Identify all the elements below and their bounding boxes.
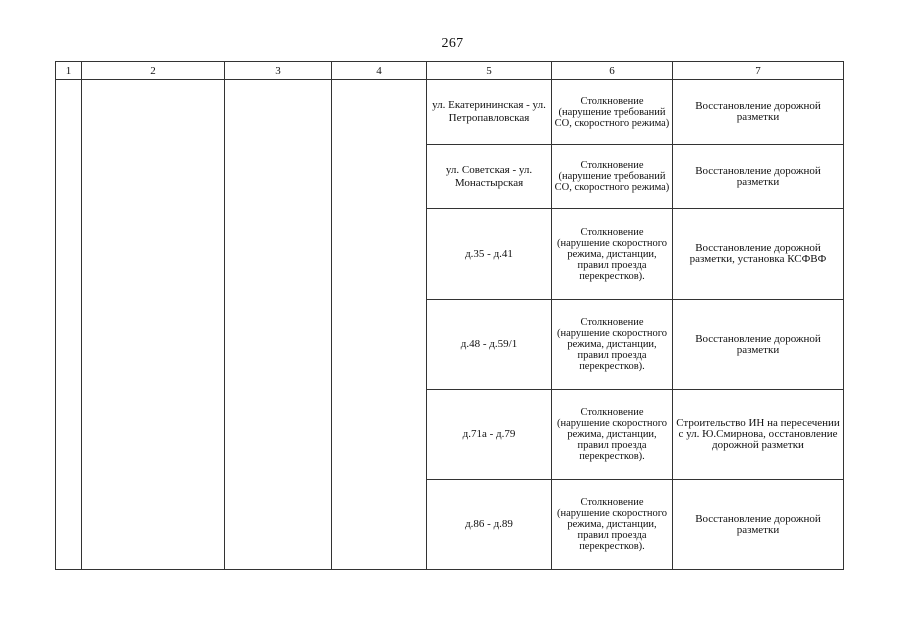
data-table <box>55 61 844 570</box>
header-cell-1: 1 <box>56 62 82 80</box>
cause-cell: Столкновение (нарушение скоростного режима, дистанции, правил проезда перекрестков). <box>552 480 673 570</box>
header-cell-2: 2 <box>82 62 225 80</box>
header-cell-3: 3 <box>225 62 332 80</box>
location-cell: д.48 - д.59/1 <box>427 300 552 390</box>
location-cell: д.86 - д.89 <box>427 480 552 570</box>
cause-cell: Столкновение (нарушение требований СО, скоростного режима) <box>552 80 673 145</box>
page-number: 267 <box>441 36 464 51</box>
header-cell-5: 5 <box>427 62 552 80</box>
table-row <box>56 80 844 145</box>
cause-cell: Столкновение (нарушение скоростного режима, дистанции, правил проезда перекрестков). <box>552 300 673 390</box>
blank-cell-col4 <box>332 80 427 570</box>
measures-cell: Восстановление дорожной разметки <box>673 145 844 209</box>
measures-cell: Восстановление дорожной разметки <box>673 480 844 570</box>
header-row <box>56 62 844 80</box>
location-cell: д.71а - д.79 <box>427 390 552 480</box>
cause-cell: Столкновение (нарушение скоростного режима, дистанции, правил проезда перекрестков). <box>552 390 673 480</box>
location-cell: ул. Советская - ул. Монастырская <box>427 145 552 209</box>
location-cell: ул. Екатерининская - ул. Петропавловская <box>427 80 552 145</box>
cause-cell: Столкновение (нарушение требований СО, скоростного режима) <box>552 145 673 209</box>
header-cell-7: 7 <box>673 62 844 80</box>
location-cell: д.35 - д.41 <box>427 209 552 300</box>
measures-cell: Строительство ИН на пересечении с ул. Ю.Смирнова, осстановление дорожной разметки <box>673 390 844 480</box>
blank-cell-col1 <box>56 80 82 570</box>
measures-cell: Восстановление дорожной разметки, установка КСФВФ <box>673 209 844 300</box>
blank-cell-col2 <box>82 80 225 570</box>
measures-cell: Восстановление дорожной разметки <box>673 80 844 145</box>
blank-cell-col3 <box>225 80 332 570</box>
measures-cell: Восстановление дорожной разметки <box>673 300 844 390</box>
header-cell-4: 4 <box>332 62 427 80</box>
header-cell-6: 6 <box>552 62 673 80</box>
cause-cell: Столкновение (нарушение скоростного режима, дистанции, правил проезда перекрестков). <box>552 209 673 300</box>
